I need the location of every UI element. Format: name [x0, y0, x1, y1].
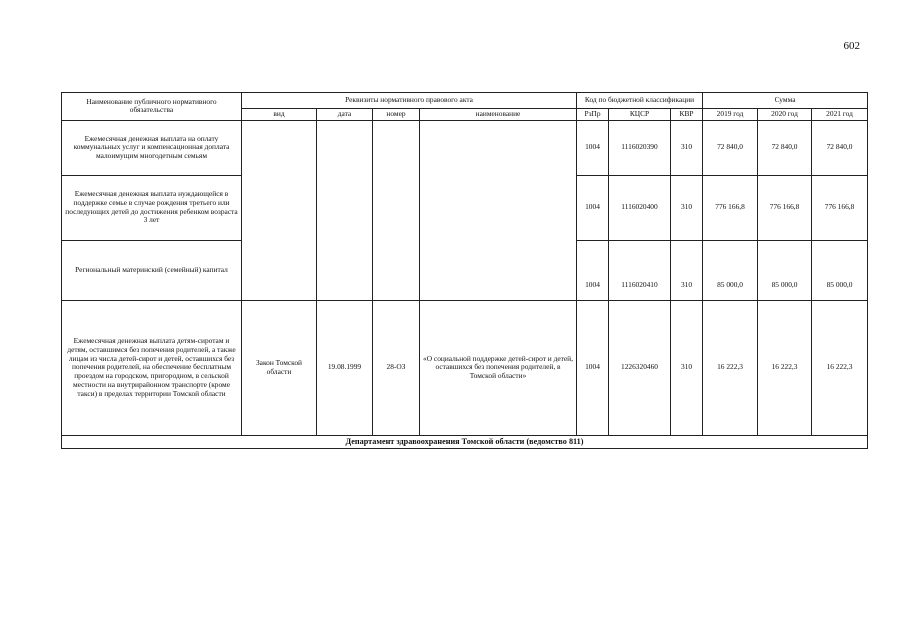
- act-number-cell: [373, 120, 420, 300]
- act-title-cell: [420, 120, 577, 300]
- kcsr-cell: 1116020400: [609, 175, 671, 240]
- subheader-act-number: номер: [373, 109, 420, 121]
- kvr-cell: 310: [671, 120, 703, 175]
- subheader-2019: 2019 год: [703, 109, 758, 121]
- act-date-cell: 19.08.1999: [317, 300, 373, 435]
- kcsr-cell: 1116020390: [609, 120, 671, 175]
- header-act-details: Реквизиты нормативного правового акта: [242, 93, 577, 109]
- kvr-cell: 310: [671, 240, 703, 300]
- obligation-name-cell: Ежемесячная денежная выплата нуждающейся в поддержке семье в случае рождения третьего или последующих детей до достижения ребенком возраста 3 лет: [62, 175, 242, 240]
- subheader-act-type: вид: [242, 109, 317, 121]
- kcsr-cell: 1226320460: [609, 300, 671, 435]
- act-type-cell: [242, 120, 317, 300]
- amount-2021-cell: 72 840,0: [812, 120, 868, 175]
- rzpr-cell: 1004: [577, 120, 609, 175]
- obligation-name-cell: Региональный материнский (семейный) капитал: [62, 240, 242, 300]
- act-number-cell: 28-ОЗ: [373, 300, 420, 435]
- amount-2019-cell: 776 166,8: [703, 175, 758, 240]
- subheader-2021: 2021 год: [812, 109, 868, 121]
- department-heading: Департамент здравоохранения Томской области (ведомство 811): [62, 435, 868, 448]
- header-budget-code: Код по бюджетной классификации: [577, 93, 703, 109]
- obligation-name-cell: Ежемесячная денежная выплата детям-сиротам и детям, оставшимся без попечения родителей, а также лицам из числа детей-сирот и детей, оставшихся без попечения родителей, на обеспечение бесплатным проездом на городском, пригородном, в сельской местности на внутрирайонном транспорте (кроме такси) в пределах территории Томской области: [62, 300, 242, 435]
- rzpr-cell: 1004: [577, 300, 609, 435]
- amount-2019-cell: 72 840,0: [703, 120, 758, 175]
- act-title-cell: «О социальной поддержке детей-сирот и детей, оставшихся без попечения родителей, в Томской области»: [420, 300, 577, 435]
- subheader-kvr: КВР: [671, 109, 703, 121]
- obligation-name-cell: Ежемесячная денежная выплата на оплату коммунальных услуг и компенсационная доплата малоимущим многодетным семьям: [62, 120, 242, 175]
- subheader-act-date: дата: [317, 109, 373, 121]
- department-row: [62, 435, 868, 448]
- amount-2020-cell: 776 166,8: [758, 175, 812, 240]
- amount-2019-cell: 85 000,0: [703, 240, 758, 300]
- subheader-act-title: наименование: [420, 109, 577, 121]
- kvr-cell: 310: [671, 300, 703, 435]
- act-date-cell: [317, 120, 373, 300]
- amount-2021-cell: 85 000,0: [812, 240, 868, 300]
- kvr-cell: 310: [671, 175, 703, 240]
- amount-2020-cell: 72 840,0: [758, 120, 812, 175]
- kcsr-cell: 1116020410: [609, 240, 671, 300]
- header-row: [62, 93, 868, 109]
- amount-2020-cell: 16 222,3: [758, 300, 812, 435]
- header-obligation-name: Наименование публичного нормативного обязательства: [62, 93, 242, 121]
- rzpr-cell: 1004: [577, 175, 609, 240]
- table-row: [62, 300, 868, 435]
- table-row: [62, 120, 868, 175]
- header-amount: Сумма: [703, 93, 868, 109]
- subheader-rzpr: РзПр: [577, 109, 609, 121]
- amount-2021-cell: 16 222,3: [812, 300, 868, 435]
- rzpr-cell: 1004: [577, 240, 609, 300]
- page-number: 602: [843, 40, 860, 52]
- subheader-2020: 2020 год: [758, 109, 812, 121]
- amount-2021-cell: 776 166,8: [812, 175, 868, 240]
- budget-obligations-table: [61, 92, 868, 449]
- act-type-cell: Закон Томской области: [242, 300, 317, 435]
- subheader-kcsr: КЦСР: [609, 109, 671, 121]
- amount-2019-cell: 16 222,3: [703, 300, 758, 435]
- amount-2020-cell: 85 000,0: [758, 240, 812, 300]
